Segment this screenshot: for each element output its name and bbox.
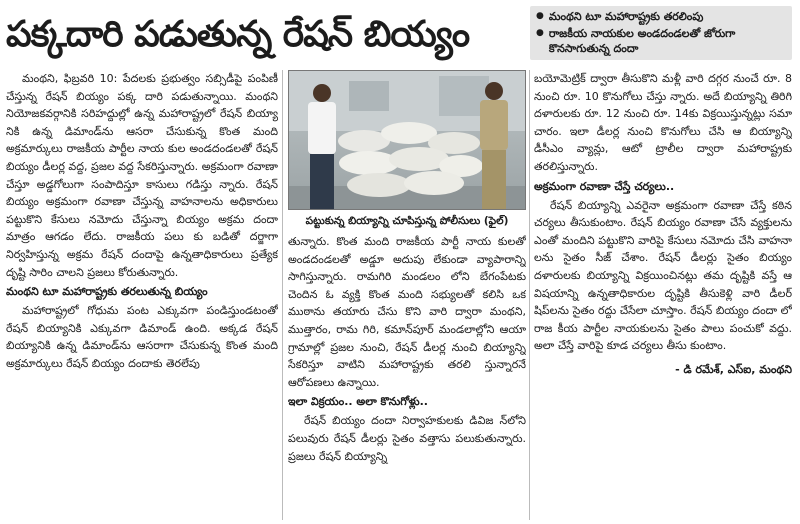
highlight-item bbox=[536, 9, 786, 24]
news-photo bbox=[288, 70, 526, 210]
photo-caption: పట్టుకున్న బియ్యాన్ని చూపిస్తున్న పోలీసులు (ఫైల్) bbox=[305, 215, 509, 227]
subheading: అక్రమంగా రవాణా చేస్తే చర్యలు.. bbox=[534, 179, 675, 193]
police-rice-bags-illustration bbox=[289, 71, 526, 210]
column-divider bbox=[529, 70, 530, 520]
subheading: మంథని టూ మహారాష్ట్రకు తరలుతున్న బియ్యం bbox=[6, 285, 208, 299]
subheading: ఇలా విక్రయం.. అలా కొనుగోళ్లు.. bbox=[288, 395, 428, 409]
column-divider bbox=[282, 70, 283, 520]
article-paragraph: మంథని, ఫిబ్రవరి 10: పేదలకు ప్రభుత్వం సబ్సిడీపై పంపిణీ చేస్తున్న రేషన్ బియ్యం పక్క దారి పడుతున్నాయి. మంథని నియోజకవర్గానికి సరిహద్దుల్లో ఉన్న మహారాష్ట్రలో రేషన్ బియ్యా నికి ఉన్న డిమాండ్‌ను ఆసరా చేసుకున్న కొంత మంది అక్రమార్కులు రాజకీయ పార్టీల నాయ కుల అండదండలతో రేషన్ బియ్యం డీలర్ల వద్ద, ప్రజల వద్ద సేకరిస్తున్నారు. అక్రమంగా రవాణా చేస్తూ అడ్డగోలుగా సంపాదిస్తూ కాసులు గడిస్తు న్నారు. రేషన్ బియ్యం అక్రమంగా రవాణా చేస్తున్న వాహనాలను అధికారులు పట్టుకొని కేసులు నమోదు చేస్తున్నా బియ్యం అక్రమ దందా మాత్రం ఆగడం లేదు. రాజకీయ పలు కు బడితో దర్జాగా నిర్వహిస్తున్న అక్రమ రేషన్ దందాపై ఉన్నతాధికారులు ప్రత్యేక దృష్టి సారిం చాలని ప్రజలు కోరుతున్నారు. bbox=[6, 72, 278, 279]
highlight-text: మంథని టూ మహారాష్ట్రకు తరలింపు bbox=[548, 10, 704, 23]
article-paragraph: మహారాష్ట్రలో గోధుమ పంట ఎక్కువగా పండిస్తుండటంతో రేషన్ బియ్యానికి ఎక్కువగా డిమాండ్ ఉంది. అక్కడ రేషన్ బియ్యానికి ఉన్న డిమాండ్‌ను ఆసరాగా చేసుకున్న కొంత మంది అక్రమార్కులు రేషన్ బియ్యం దందాకు తెరలేపు bbox=[6, 304, 278, 370]
bullet-icon: ● bbox=[536, 11, 544, 21]
article-column-1 bbox=[6, 70, 278, 520]
byline: - డి రమేశ్, ఎస్ఐ, మంథని bbox=[675, 362, 792, 376]
highlights-box bbox=[530, 6, 792, 60]
highlight-text: రాజకీయ నాయకుల అండదండలతో జోరుగా కొనసాగుతున్న దందా bbox=[548, 27, 736, 55]
highlight-item bbox=[536, 26, 786, 56]
article-column-3 bbox=[534, 70, 792, 520]
article-paragraph: రేషన్ బియ్యాన్ని ఎవరైనా అక్రమంగా రవాణా చేస్తే కఠిన చర్యలు తీసుకుంటాం. రేషన్ బియ్యం రవాణా చేసే వ్యక్తులను ఎంతో మందిని పట్టుకొని వారిపై కేసులు నమోదు చేసి వాహనా లను సైతం సీజ్ చేశాం. రేషన్ డీలర్లు సైతం బియ్యం దళారులకు బియ్యాన్ని విక్రయించినట్లు తమ దృష్టికి వస్తే ఆ విషయాన్ని ఉన్నతాధికారుల దృష్టికి తీసుకెళ్లి వారి డీలర్ షిప్‌లను సైతం రద్దు చేసేలా చూస్తాం. రేషన్ బియ్యం దందా లో రాజ కీయ పార్టీల నాయకులను సైతం పాలు పంచుకో వద్దు. అలా చేస్తే వారిపై కూడ చర్యలు తీసు కుంటాం. bbox=[534, 198, 792, 353]
article-paragraph: తున్నారు. కొంత మంది రాజకీయ పార్టీ నాయ కులతో అండదండలతో అడ్డూ అదుపు లేకుండా వ్యాపారాన్ని సాగిస్తున్నారు. రామగిరి మండలం లోని బేగంపేటకు చెందిన ఓ వ్యక్తి కొంత మంది సభ్యులతో కలిసి ఒక ముఠాను తయారు చేసు కొని వారి ద్వారా మంథని, ముత్తారం, రామ గిరి, కమాన్‌పూర్ మండలాల్లోని ఆయా గ్రామాల్లో ప్రజల నుంచి, రేషన్ డీలర్ల నుంచి బియ్యాన్ని సేకరిస్తూ వాటిని మహారాష్ట్రకు తరలి స్తున్నారనే ఆరోపణలు ఉన్నాయి. bbox=[288, 235, 526, 389]
headline: పక్కదారి పడుతున్న రేషన్ బియ్యం bbox=[6, 14, 470, 55]
article-column-2 bbox=[288, 233, 526, 520]
bullet-icon: ● bbox=[536, 28, 544, 38]
article-paragraph: బయోమెట్రిక్ ద్వారా తీసుకొని మళ్లీ వారి దగ్గర నుంచే రూ. 8 నుంచి రూ. 10 కొనుగోలు చేస్తు న్నారు. అదే బియ్యాన్ని తిరిగి దళారులకు రూ. 12 నుంచి రూ. 14కు విక్రయిస్తున్నట్లు సమా చారం. ఇలా డీలర్ల నుంచి కొనుగోలు చేసి ఆ బియ్యాన్ని డీసీఎం వ్యాన్లు, ఆటో ట్రాలీల ద్వారా మహారాష్ట్రకు తరలిస్తున్నారు. bbox=[534, 72, 792, 173]
article-paragraph: రేషన్ బియ్యం దందా నిర్వాహకులకు డివిజ న్‌లోని పలువురు రేషన్ డీలర్లు సైతం వత్తాసు పలుకుతున్నారు. ప్రజలు రేషన్ బియ్యాన్ని bbox=[288, 414, 526, 463]
